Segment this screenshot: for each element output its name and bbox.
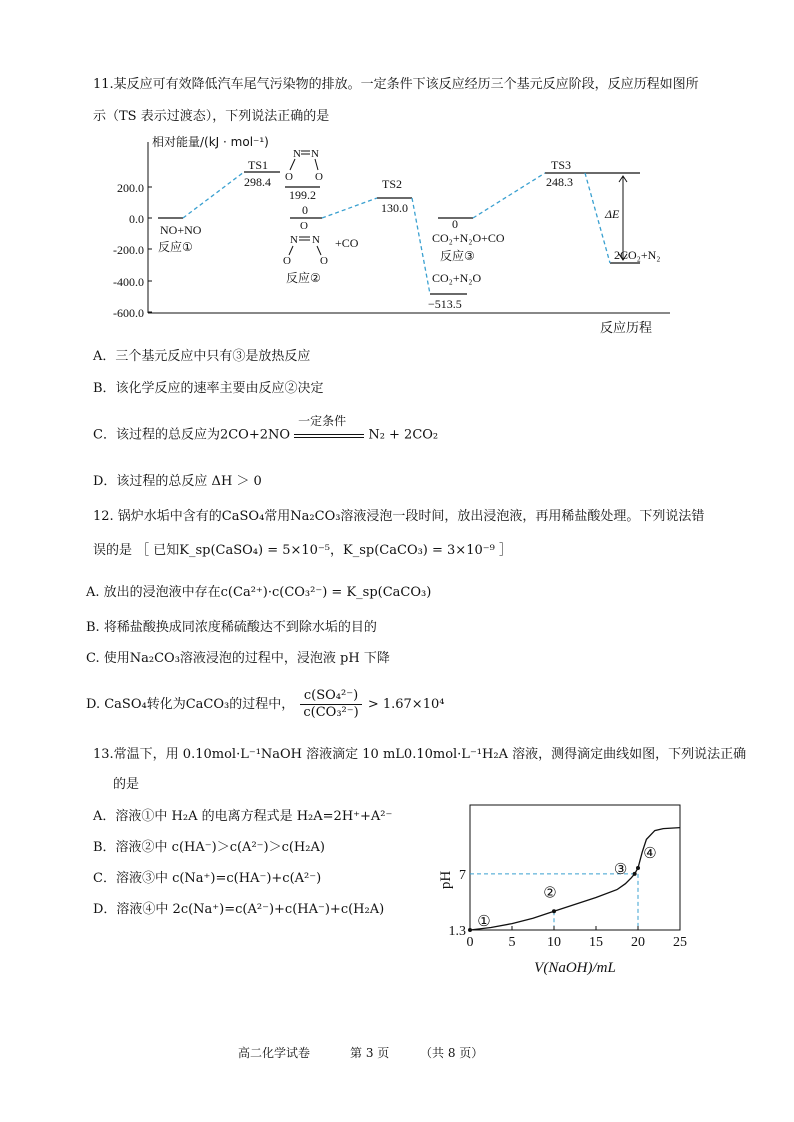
int3-species: CO₂+N₂O+CO bbox=[432, 231, 505, 245]
y-axis-label: pH bbox=[438, 870, 454, 890]
titration-point bbox=[633, 872, 637, 876]
titration-point bbox=[636, 866, 640, 870]
q13-option-c: C．溶液③中 c(Na⁺)=c(HA⁻)+c(A²⁻) bbox=[93, 871, 322, 886]
path-2 bbox=[322, 198, 377, 218]
q13-stem-line2: 的是 bbox=[113, 777, 140, 792]
q11-option-c bbox=[93, 414, 439, 445]
int3-value: 0 bbox=[452, 217, 458, 231]
step1-label: 反应① bbox=[158, 240, 193, 254]
x-tick-label: 10 bbox=[547, 935, 561, 950]
q11-x-label: 反应历程 bbox=[600, 321, 653, 336]
structure-int1 bbox=[285, 148, 323, 183]
min-species: CO₂+N₂O bbox=[432, 271, 482, 285]
atom-o: O bbox=[285, 171, 293, 183]
y-tick-label: 7 bbox=[459, 867, 466, 883]
ts2-label: TS2 bbox=[382, 177, 403, 191]
point-label: ② bbox=[543, 885, 557, 902]
product-species: 2CO₂+N₂ bbox=[614, 248, 661, 262]
y-tick-label: 1.3 bbox=[448, 924, 466, 939]
point-label: ① bbox=[477, 914, 491, 930]
footer-subject: 高二化学试卷 bbox=[238, 1046, 311, 1060]
q12-option-c: C. 使用Na₂CO₃溶液浸泡的过程中，浸泡液 pH 下降 bbox=[86, 651, 390, 666]
q11-stem-line1: 11.某反应可有效降低汽车尾气污染物的排放。一定条件下该反应经历三个基元反应阶段，反应历程如图所 bbox=[93, 77, 699, 92]
q13-stem-line1: 13.常温下，用 0.10mol·L⁻¹NaOH 溶液滴定 10 mL0.10mol·L⁻¹H₂A 溶液，测得滴定曲线如图，下列说法正确 bbox=[93, 747, 747, 762]
q12-option-b: B. 将稀盐酸换成同浓度稀硫酸达不到除水垢的目的 bbox=[86, 620, 377, 635]
q12-option-a: A. 放出的浸泡液中存在c(Ca²⁺)·c(CO₃²⁻) = K_sp(CaCO₃) bbox=[86, 585, 432, 600]
q11-ytick-label: -200.0 bbox=[113, 243, 144, 257]
atom-o: O bbox=[283, 255, 291, 267]
condition-arrow bbox=[294, 414, 364, 444]
q12-option-d bbox=[86, 688, 444, 721]
x-tick-label: 5 bbox=[508, 935, 516, 950]
atom-o: O bbox=[320, 255, 328, 267]
ts1-label: TS1 bbox=[248, 158, 269, 172]
ts3-label: TS3 bbox=[551, 158, 572, 172]
q11-ytick-label: 0.0 bbox=[129, 212, 144, 226]
atom-n: N bbox=[312, 234, 320, 246]
path-1 bbox=[183, 172, 244, 218]
path-3 bbox=[412, 198, 430, 294]
atom-n: N bbox=[290, 234, 298, 246]
q11-option-d: D．该过程的总反应 ΔH ＞ 0 bbox=[93, 474, 262, 489]
q11-option-c-text: C．该过程的总反应为2CO+2NO bbox=[93, 427, 291, 443]
titration-curve bbox=[470, 828, 680, 930]
footer-total: （共 8 页） bbox=[420, 1046, 484, 1060]
path-4 bbox=[473, 173, 545, 218]
q11-option-c-products: N₂ + 2CO₂ bbox=[368, 427, 439, 443]
x-tick-label: 15 bbox=[589, 935, 603, 950]
atom-n: N bbox=[293, 148, 301, 160]
q11-ytick-label: -600.0 bbox=[113, 306, 144, 320]
step2-label: 反应② bbox=[286, 271, 321, 285]
q12-option-d-tail: > 1.67×10⁴ bbox=[367, 697, 445, 712]
min-value: −513.5 bbox=[428, 297, 462, 311]
ts1-value: 298.4 bbox=[244, 175, 271, 189]
atom-o: O bbox=[315, 171, 323, 183]
condition-label: 一定条件 bbox=[298, 414, 347, 428]
ratio-numerator: c(SO₄²⁻) bbox=[300, 688, 361, 705]
q12-option-d-text: D. CaSO₄转化为CaCO₃的过程中， bbox=[86, 697, 295, 712]
ratio-fraction bbox=[300, 688, 361, 721]
plot-frame bbox=[470, 805, 680, 930]
step3-label: 反应③ bbox=[440, 249, 475, 263]
q11-option-b: B．该化学反应的速率主要由反应②决定 bbox=[93, 381, 324, 396]
ratio-denominator: c(CO₃²⁻) bbox=[303, 705, 359, 720]
int1-value: 199.2 bbox=[289, 188, 316, 202]
q11-stem-line2: 示（TS 表示过渡态），下列说法正确的是 bbox=[93, 109, 330, 124]
atom-o: O bbox=[300, 220, 308, 232]
q12-stem-line2: 误的是 ［ 已知K_sp(CaSO₄) = 5×10⁻⁵，K_sp(CaCO₃) = 3×10⁻⁹ ］ bbox=[93, 543, 512, 558]
delta-e-label: ΔE bbox=[605, 207, 620, 221]
atom-n: N bbox=[311, 148, 319, 160]
q12-stem-line1: 12. 锅炉水垢中含有的CaSO₄常用Na₂CO₃溶液浸泡一段时间，放出浸泡液，再用稀盐酸处理。下列说法错 bbox=[93, 509, 705, 524]
start-species: NO+NO bbox=[160, 223, 202, 237]
x-tick-label: 0 bbox=[466, 935, 474, 950]
q13-option-b: B．溶液②中 c(HA⁻)＞c(A²⁻)＞c(H₂A) bbox=[93, 840, 325, 855]
q11-option-a: A．三个基元反应中只有③是放热反应 bbox=[93, 349, 311, 364]
ts2-value: 130.0 bbox=[381, 201, 408, 215]
q11-ytick-label: 200.0 bbox=[117, 181, 144, 195]
structure-int2 bbox=[283, 220, 328, 267]
point-label: ④ bbox=[643, 845, 657, 862]
x-tick-label: 20 bbox=[631, 935, 645, 950]
q11-ytick-label: -400.0 bbox=[113, 275, 144, 289]
co-species: +CO bbox=[335, 236, 359, 250]
int2-value: 0 bbox=[302, 203, 308, 217]
titration-point bbox=[552, 909, 556, 913]
q13-option-d: D．溶液④中 2c(Na⁺)=c(A²⁻)+c(HA⁻)+c(H₂A) bbox=[93, 902, 385, 917]
x-axis-label: V(NaOH)/mL bbox=[534, 960, 616, 976]
q11-y-label: 相对能量/(kJ · mol⁻¹) bbox=[152, 135, 269, 149]
q11-energy-diagram bbox=[0, 132, 794, 352]
titration-curve-chart bbox=[430, 800, 710, 980]
ts3-value: 248.3 bbox=[546, 175, 573, 189]
x-tick-label: 25 bbox=[673, 935, 687, 950]
q11-y-ticks bbox=[113, 181, 152, 320]
point-label: ③ bbox=[613, 861, 628, 878]
footer-page: 第 3 页 bbox=[350, 1046, 390, 1060]
q13-option-a: A．溶液①中 H₂A 的电离方程式是 H₂A=2H⁺+A²⁻ bbox=[93, 809, 393, 824]
